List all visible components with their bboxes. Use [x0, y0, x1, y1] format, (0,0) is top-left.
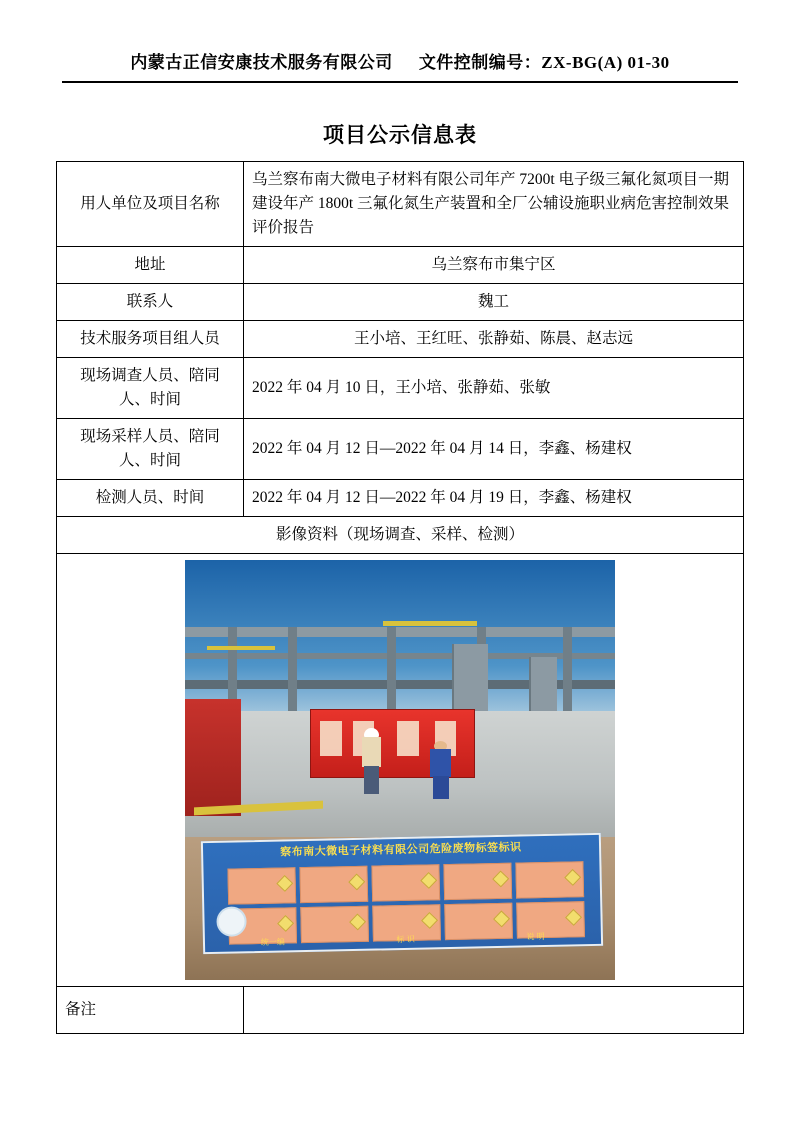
photo-worker-blue-uniform: [430, 741, 452, 799]
row-value-testing: 2022 年 04 月 12 日—2022 年 04 月 19 日，李鑫、杨建权: [244, 480, 744, 517]
table-row: [57, 480, 744, 517]
row-label-sampling: 现场采样人员、陪同人、时间: [57, 419, 244, 480]
photo-board-panel: [397, 721, 418, 756]
site-photo: [185, 560, 615, 980]
photo-red-equipment: [185, 699, 241, 817]
table-row: [57, 284, 744, 321]
table-row: [57, 321, 744, 358]
row-label-remark: 备注: [57, 987, 244, 1034]
photo-torso: [430, 749, 451, 777]
row-value-sampling: 2022 年 04 月 12 日—2022 年 04 月 14 日，李鑫、杨建权: [244, 419, 744, 480]
header-company-name: 内蒙古正信安康技术服务有限公司: [130, 53, 393, 72]
table-row: [57, 987, 744, 1034]
photo-banner-title: 察布南大微电子材料有限公司危险废物标签标识: [280, 841, 522, 859]
photo-torso: [362, 737, 381, 767]
photo-label-card: [443, 863, 512, 900]
page-title: 项目公示信息表: [323, 123, 477, 147]
photo-banner-foot-label: 统一编: [260, 937, 286, 948]
row-value-team-members: 王小培、王红旺、张静茹、陈晨、赵志远: [244, 321, 744, 358]
photo-worker-white-helmet: [361, 728, 383, 794]
table-row: [57, 358, 744, 419]
header-doc-control-number: 文件控制编号：ZX-BG(A) 01-30: [418, 53, 670, 72]
row-value-employer-project: 乌兰察布南大微电子材料有限公司年产 7200t 电子级三氟化氮项目一期建设年产 1800t 三氟化氮生产装置和全厂公辅设施职业病危害控制效果评价报告: [244, 162, 744, 247]
photo-banner-foot-label: 说 明: [526, 932, 545, 942]
media-section-header: 影像资料（现场调查、采样、检测）: [57, 517, 744, 554]
row-label-testing: 检测人员、时间: [57, 480, 244, 517]
photo-pipe-rack: [185, 627, 615, 637]
table-row: [57, 419, 744, 480]
header-rule-wrapper: [62, 48, 738, 83]
photo-label-card: [299, 866, 368, 903]
photo-banner-foot-label: 标 识: [396, 934, 416, 945]
photo-blue-banner: [201, 833, 603, 955]
photo-label-card: [515, 862, 584, 899]
row-label-team-members: 技术服务项目组人员: [57, 321, 244, 358]
photo-legs: [433, 776, 449, 799]
photo-board-panel: [320, 721, 341, 756]
table-row: [57, 554, 744, 987]
row-value-remark: [244, 987, 744, 1034]
photo-yellow-beam: [383, 621, 478, 626]
photo-legs: [364, 766, 379, 794]
row-label-address: 地址: [57, 247, 244, 284]
row-value-address: 乌兰察布市集宁区: [244, 247, 744, 284]
row-label-employer-project: 用人单位及项目名称: [57, 162, 244, 247]
table-row: [57, 247, 744, 284]
table-row: [57, 162, 744, 247]
table-row: [57, 517, 744, 554]
project-info-table: [56, 161, 744, 1034]
photo-label-card: [371, 865, 440, 902]
row-value-contact: 魏工: [244, 284, 744, 321]
row-label-contact: 联系人: [57, 284, 244, 321]
page-header: [62, 48, 738, 81]
photo-label-card: [227, 868, 296, 905]
row-label-site-survey: 现场调查人员、陪同人、时间: [57, 358, 244, 419]
media-section-body: [57, 554, 744, 987]
photo-yellow-beam: [207, 646, 276, 650]
row-value-site-survey: 2022 年 04 月 10 日，王小培、张静茹、张敏: [244, 358, 744, 419]
